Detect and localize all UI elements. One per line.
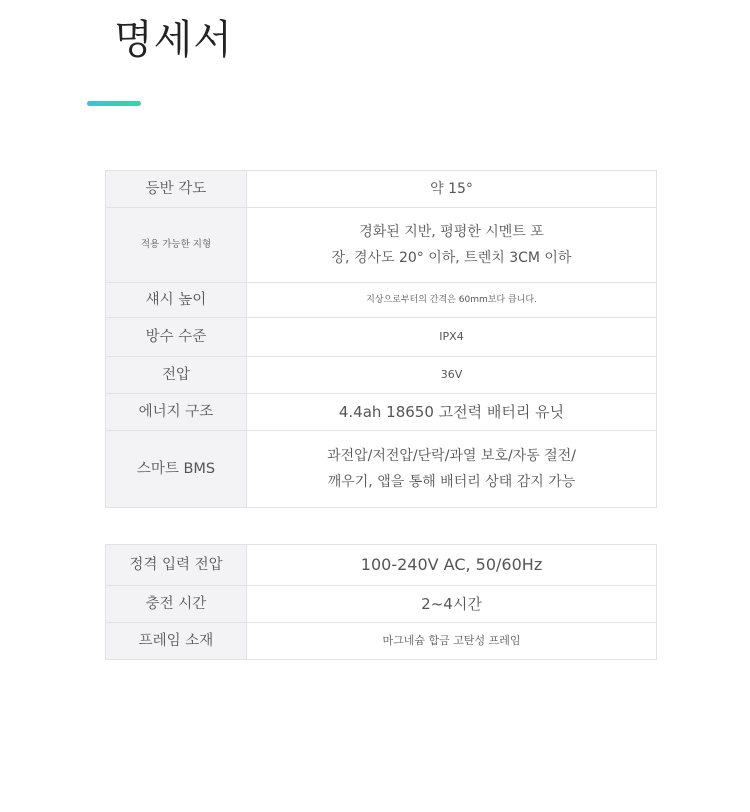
spec-table-main [105, 170, 657, 508]
spec-value-line: 과전압/저전압/단락/과열 보호/자동 절전/ [327, 448, 576, 464]
title-accent-bar [87, 101, 141, 106]
spec-row-terrain [106, 208, 657, 283]
spec-label: 스마트 BMS [106, 431, 247, 508]
page-title: 명세서 [114, 17, 233, 63]
spec-value-line: 깨우기, 앱을 통해 배터리 상태 감지 가능 [327, 474, 576, 490]
spec-row-input-voltage [106, 545, 657, 586]
spec-row-charge-time [106, 586, 657, 623]
spec-label: 프레임 소재 [106, 623, 247, 660]
spec-row-waterproof [106, 318, 657, 357]
spec-value: 지상으로부터의 간격은 60mm보다 큽니다. [247, 283, 657, 318]
spec-label: 정격 입력 전압 [106, 545, 247, 586]
spec-value-line: 경화된 지반, 평평한 시멘트 포 [359, 224, 544, 240]
spec-label: 섀시 높이 [106, 283, 247, 318]
spec-label: 방수 수준 [106, 318, 247, 357]
spec-label: 에너지 구조 [106, 394, 247, 431]
spec-label: 적용 가능한 지형 [106, 208, 247, 283]
spec-row-chassis-height [106, 283, 657, 318]
spec-value: 36V [247, 357, 657, 394]
spec-value: IPX4 [247, 318, 657, 357]
spec-value [247, 208, 657, 283]
spec-table-charging [105, 544, 657, 660]
spec-value-line: 장, 경사도 20° 이하, 트렌치 3CM 이하 [331, 250, 572, 266]
spec-label: 전압 [106, 357, 247, 394]
spec-row-frame-material [106, 623, 657, 660]
spec-row-energy [106, 394, 657, 431]
spec-label: 등반 각도 [106, 171, 247, 208]
spec-value: 약 15° [247, 171, 657, 208]
spec-row-smart-bms [106, 431, 657, 508]
spec-row-climbing-angle [106, 171, 657, 208]
spec-value [247, 431, 657, 508]
spec-value: 4.4ah 18650 고전력 배터리 유닛 [247, 394, 657, 431]
spec-value: 2~4시간 [247, 586, 657, 623]
spec-row-voltage [106, 357, 657, 394]
spec-value: 마그네슘 합금 고탄성 프레임 [247, 623, 657, 660]
spec-value: 100-240V AC, 50/60Hz [247, 545, 657, 586]
spec-label: 충전 시간 [106, 586, 247, 623]
